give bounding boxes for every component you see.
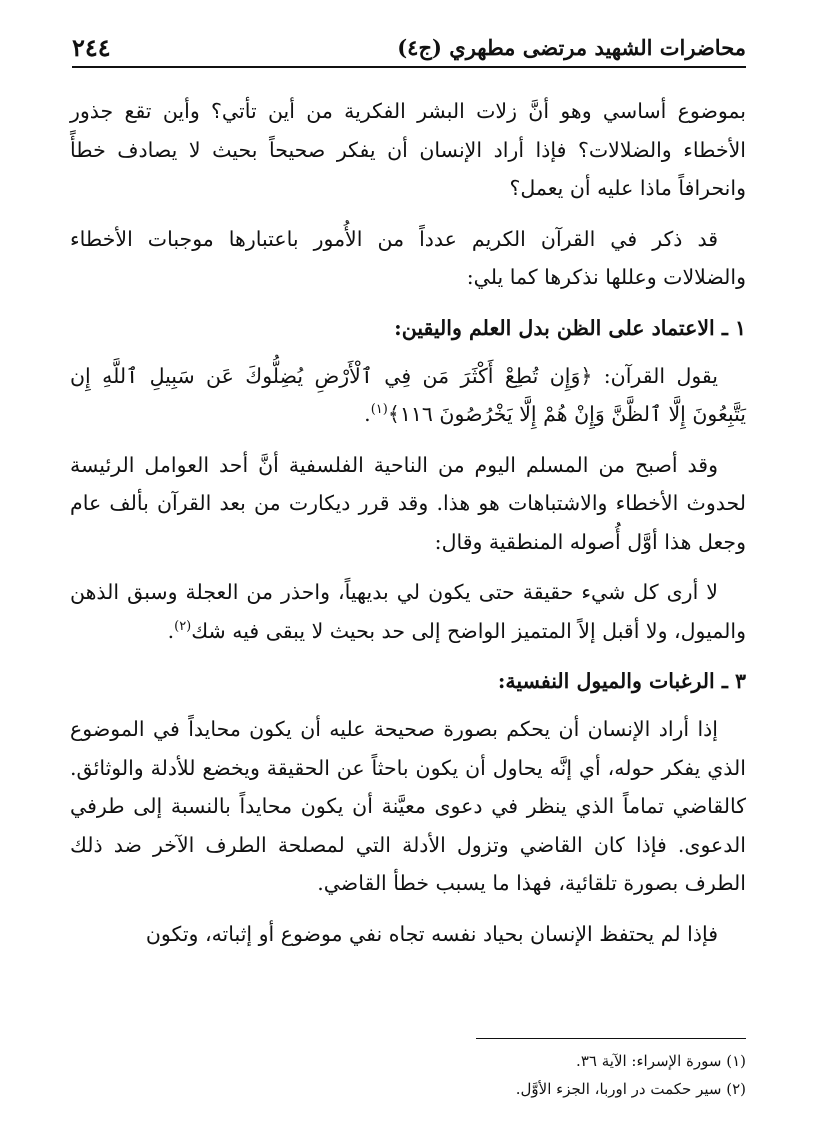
- footnote-divider: [476, 1038, 746, 1039]
- quran-end: .: [364, 402, 371, 426]
- paragraph-1: [70, 92, 746, 208]
- paragraph-quran: [70, 357, 746, 434]
- page-body: [70, 92, 746, 965]
- footnote-ref-1: (١): [370, 402, 388, 418]
- paragraph-5-quote: [70, 573, 746, 650]
- footnote-2: (٢) سير حكمت در اوربا، الجزء الأوَّل.: [515, 1080, 746, 1098]
- paragraph-6-text: إذا أراد الإنسان أن يحكم بصورة صحيحة عليه أن يكون محايداً في الموضوع الذي يفكر حوله، أي إنَّه يحاول أن يكون باحثاً عن الحقيقة ويخضع للأدلة والوثائق. كالقاضي تماماً الذي ينظر في دعوى معيَّنة أن يكون محايداً بالنسبة إلى طرفي الدعوى. فإذا كان القاضي وتزول الأدلة التي لمصلحة الطرف الآخر ضد ذلك الطرف بصورة تلقائية، فهذا ما يسبب خطأ القاضي.: [70, 717, 746, 895]
- page-number: ٢٤٤: [72, 32, 111, 62]
- page-header: [72, 28, 746, 68]
- footnote-ref-2: (٢): [174, 618, 192, 634]
- quran-lead: يقول القرآن:: [592, 363, 718, 388]
- paragraph-1-text: بموضوع أساسي وهو أنَّ زلات البشر الفكرية من أين تأتي؟ وأين تقع جذور الأخطاء والضلالات؟ فإذا أراد الإنسان أن يفكر صحيحاً بحيث لا يصادف خطأً وانحرافاً ماذا عليه أن يعمل؟: [70, 99, 746, 200]
- paragraph-4-text: وقد أصبح من المسلم اليوم من الناحية الفلسفية أنَّ أحد العوامل الرئيسة لحدوث الأخطاء والاشتباهات هو هذا. وقد قرر ديكارت من بعد القرآن بألف عام وجعل هذا أوَّل أُصوله المنطقية وقال:: [70, 452, 746, 554]
- paragraph-5-end: .: [167, 618, 175, 643]
- paragraph-2-text: قد ذكر في القرآن الكريم عدداً من الأُمور باعتبارها موجبات الأخطاء والضلالات وعللها نذكرها كما يلي:: [70, 226, 746, 289]
- paragraph-4: [70, 446, 746, 562]
- quran-verse: ﴿وَإِن تُطِعْ أَكْثَرَ مَن فِي ٱلْأَرْضِ يُضِلُّوكَ عَن سَبِيلِ ٱللَّهِ إِن يَتَّبِعُونَ إِلَّا ٱلظَّنَّ وَإِنْ هُمْ إِلَّا يَخْرُصُونَ ١١٦﴾: [70, 363, 746, 426]
- paragraph-2: [70, 220, 746, 297]
- footnotes: [70, 1038, 746, 1103]
- section-heading-1: ١ ـ الاعتماد على الظن بدل العلم واليقين:: [394, 315, 746, 340]
- paragraph-7-text: فإذا لم يحتفظ الإنسان بحياد نفسه تجاه نفي موضوع أو إثباته، وتكون: [145, 921, 718, 946]
- footnote-1: (١) سورة الإسراء: الآية ٣٦.: [576, 1052, 746, 1070]
- paragraph-5-text: لا أرى كل شيء حقيقة حتى يكون لي بديهياً، واحذر من العجلة وسبق الذهن والميول، ولا أقبل إلاً المتميز الواضح إلى حد بحيث لا يبقى فيه شك: [70, 580, 746, 643]
- running-title: محاضرات الشهيد مرتضى مطهري (ج٤): [397, 34, 746, 60]
- paragraph-7: [70, 915, 746, 954]
- section-heading-3: ٣ ـ الرغبات والميول النفسية:: [497, 669, 746, 693]
- paragraph-6: [70, 710, 746, 903]
